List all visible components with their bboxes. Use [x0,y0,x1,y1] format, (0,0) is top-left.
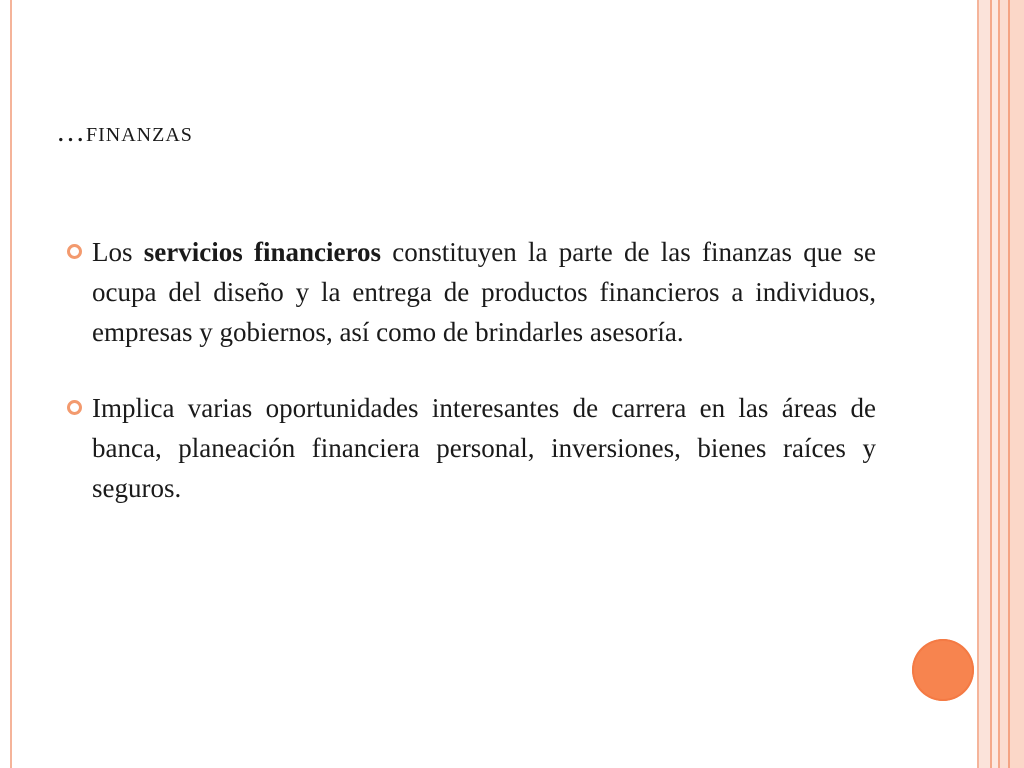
decorative-orange-circle [912,639,974,701]
stripe [1010,0,1024,768]
bullet-text-part: constituyen la parte de las finanzas que se ocupa del diseño y la entrega de productos financieros a individuos, empresas y gobiernos, así como de brindarles asesoría. [92,237,877,347]
bullet-text [92,388,876,508]
left-border-line [10,0,12,768]
stripe [1000,0,1008,768]
bullet-text-part: Los [92,237,144,267]
bullet-text [92,232,876,352]
bullet-text-part: Implica varias oportunidades interesantes de carrera en las áreas de banca, planeación financiera personal, inversiones, bienes raíces y seguros. [92,393,876,503]
stripe [979,0,990,768]
slide-title: …finanzas [56,116,193,148]
bullet-item [66,232,876,352]
bullet-bold-term: servicios financieros [143,237,382,267]
bullet-item [66,388,876,508]
bullet-list [66,232,876,544]
circle-bullet-icon [66,399,83,416]
circle-bullet-icon [66,243,83,260]
right-decorative-stripes [977,0,1024,768]
